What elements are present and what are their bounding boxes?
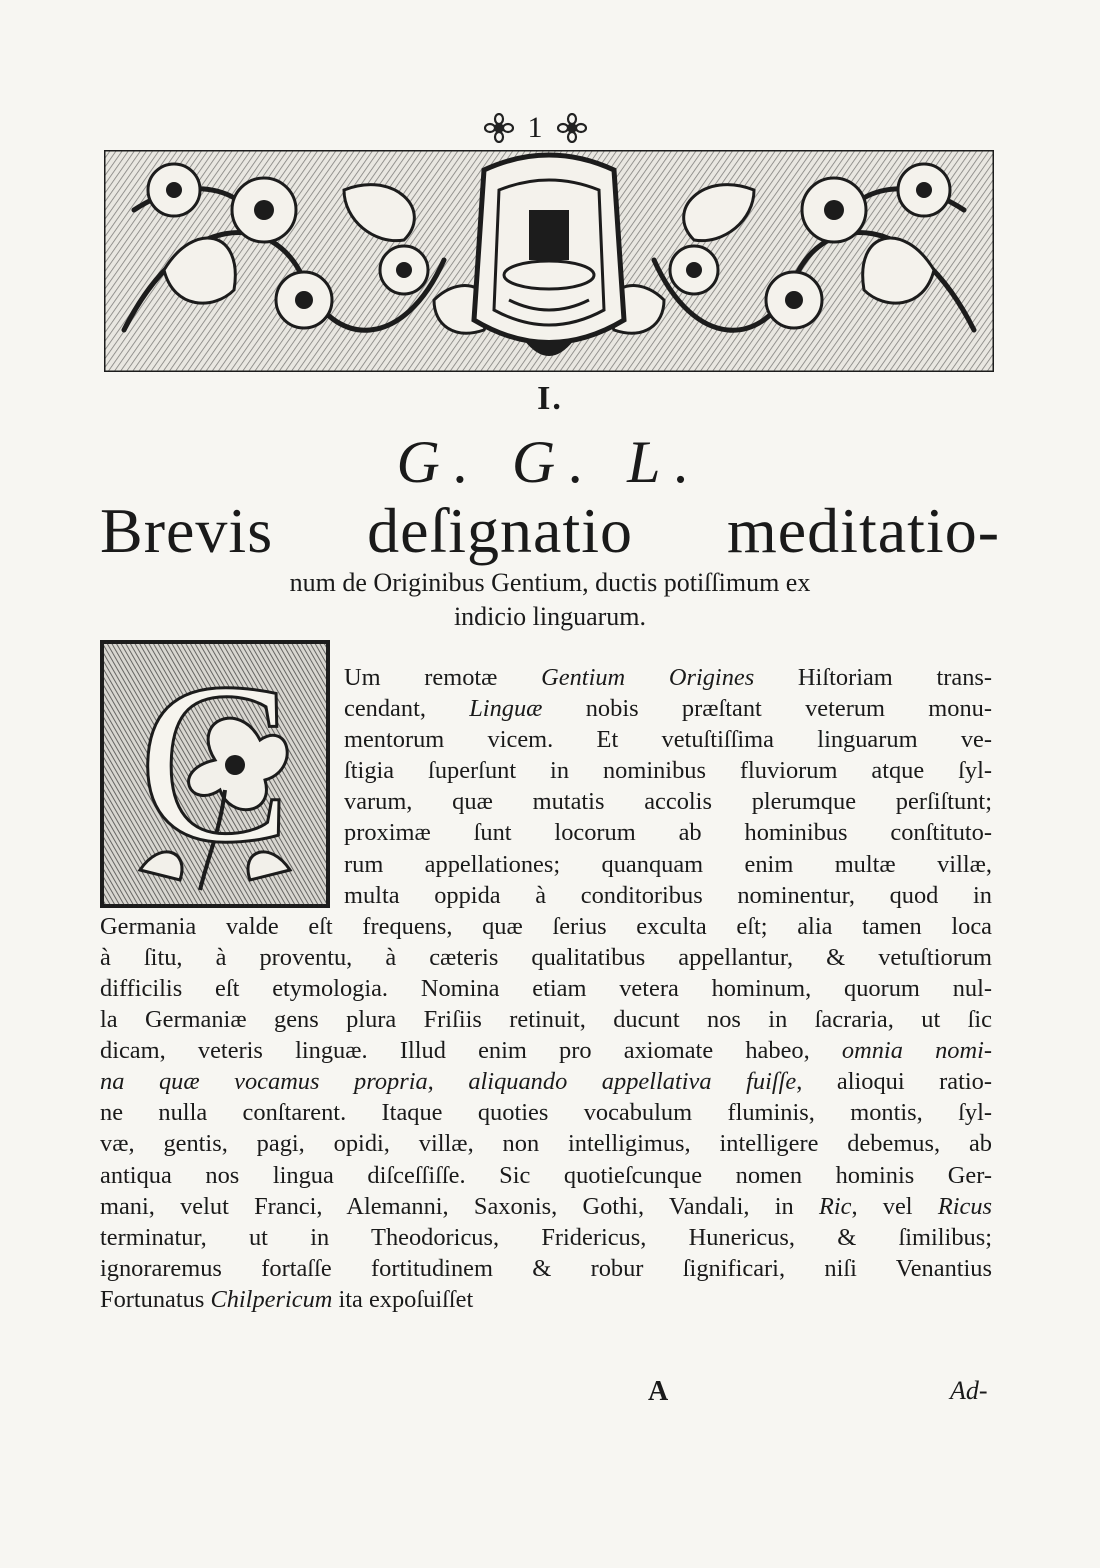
text-line [100, 693, 992, 724]
text-run: Germania valde eſt frequens, quæ ſerius exculta eſt; alia tamen loca [100, 912, 992, 940]
text-line [100, 1253, 992, 1284]
text-run: væ, gentis, pagi, opidi, villæ, non intelligimus, intelligere debemus, ab [100, 1130, 992, 1158]
subtitle-line: num de Originibus Gentium, ductis potiſſimum ex [289, 568, 811, 597]
text-line [100, 1004, 992, 1035]
text-run: varum, quæ mutatis accolis plerumque perſiſtunt; [344, 788, 992, 816]
text-line [100, 1160, 992, 1191]
text-line [100, 942, 992, 973]
text-run: terminatur, ut in Theodoricus, Fridericus, Hunericus, & ſimilibus; [100, 1223, 992, 1251]
subtitle [130, 566, 970, 634]
text-run: dicam, veteris linguæ. Illud enim pro axiomate habeo, [100, 1037, 842, 1065]
text-run: mentorum vicem. Et vetuſtiſſima linguarum ve- [344, 726, 992, 754]
italic-text-run: Chilpericum [210, 1285, 333, 1313]
flower-ornament-icon [557, 113, 587, 143]
page-number: 1 [527, 111, 543, 144]
text-run: antiqua nos lingua diſceſſiſſe. Sic quotieſcunque nomen hominis Ger- [100, 1161, 992, 1189]
text-run: à ſitu, à proventu, à cæteris qualitatibus appellantur, & vetuſtiorum [100, 943, 992, 971]
text-line [100, 911, 992, 942]
text-run: rum appellationes; quanquam enim multæ villæ, [344, 850, 992, 878]
initial-letter: C [138, 640, 292, 890]
flower-ornament-icon [484, 113, 514, 143]
woodcut-headpiece-ornament [104, 150, 994, 372]
text-run: ne nulla conſtarent. Itaque quoties vocabulum fluminis, montis, ſyl- [100, 1099, 992, 1127]
text-line [100, 1097, 992, 1128]
text-run: , vel [851, 1192, 938, 1220]
text-run: multa oppida à conditoribus nominentur, quod in [344, 881, 992, 909]
text-line [100, 1191, 992, 1222]
folio [455, 108, 615, 148]
text-line [100, 1128, 992, 1159]
text-run: Fortunatus [100, 1285, 211, 1313]
text-line [100, 1066, 992, 1097]
text-run: Um remotæ [344, 664, 542, 691]
text-line [100, 880, 992, 911]
title-word: Brevis [100, 495, 274, 566]
subtitle-line: indicio linguarum. [453, 602, 647, 631]
text-run: Hiſtoriam trans- [754, 664, 992, 691]
text-run: mani, velut Franci, Alemanni, Saxonis, Gothi, Vandali, in [100, 1192, 819, 1220]
signature-mark: A [648, 1376, 669, 1407]
text-run: difficilis eſt etymologia. Nomina etiam vetera hominum, quorum nul- [100, 974, 992, 1002]
text-line [100, 817, 992, 848]
text-run: nobis præſtant veterum monu- [542, 695, 992, 723]
text-run: ita expoſuiſſet [332, 1285, 474, 1313]
text-run: cendant, [344, 695, 470, 723]
italic-text-run: Gentium Origines [541, 664, 755, 691]
title-word: meditatio- [726, 495, 1000, 566]
italic-text-run: na quæ vocamus propria, aliquando appellativa fuiſſe [100, 1068, 797, 1096]
text-line [100, 786, 992, 817]
title-main-line [100, 496, 1000, 566]
text-line [100, 1035, 992, 1066]
author-initials: G. G. L. [396, 429, 704, 495]
italic-text-run: Ric [818, 1192, 852, 1220]
body-paragraph [100, 662, 992, 1315]
text-run: ignoraremus fortaſſe fortitudinem & robur ſignificari, niſi Venantius [100, 1254, 992, 1282]
text-line [100, 755, 992, 786]
catchword: Ad- [950, 1376, 988, 1405]
italic-text-run: omnia nomi- [841, 1037, 992, 1065]
text-line [100, 973, 992, 1004]
title-word: deſignatio [367, 495, 633, 566]
text-line [100, 849, 992, 880]
italic-text-run: Ricus [937, 1192, 993, 1220]
text-line [100, 1222, 992, 1253]
text-line [100, 1284, 992, 1315]
text-line [100, 724, 992, 755]
text-run: proximæ ſunt locorum ab hominibus conſtituto- [344, 819, 992, 847]
text-run: , alioqui ratio- [796, 1068, 992, 1096]
italic-text-run: Linguæ [469, 695, 543, 723]
text-run: la Germaniæ gens plura Friſiis retinuit, ducunt nos in ſacraria, ut ſic [100, 1006, 992, 1034]
section-number: I. [537, 380, 563, 417]
text-run: ſtigia ſuperſunt in nominibus fluviorum atque ſyl- [344, 757, 992, 785]
text-line [100, 662, 992, 693]
